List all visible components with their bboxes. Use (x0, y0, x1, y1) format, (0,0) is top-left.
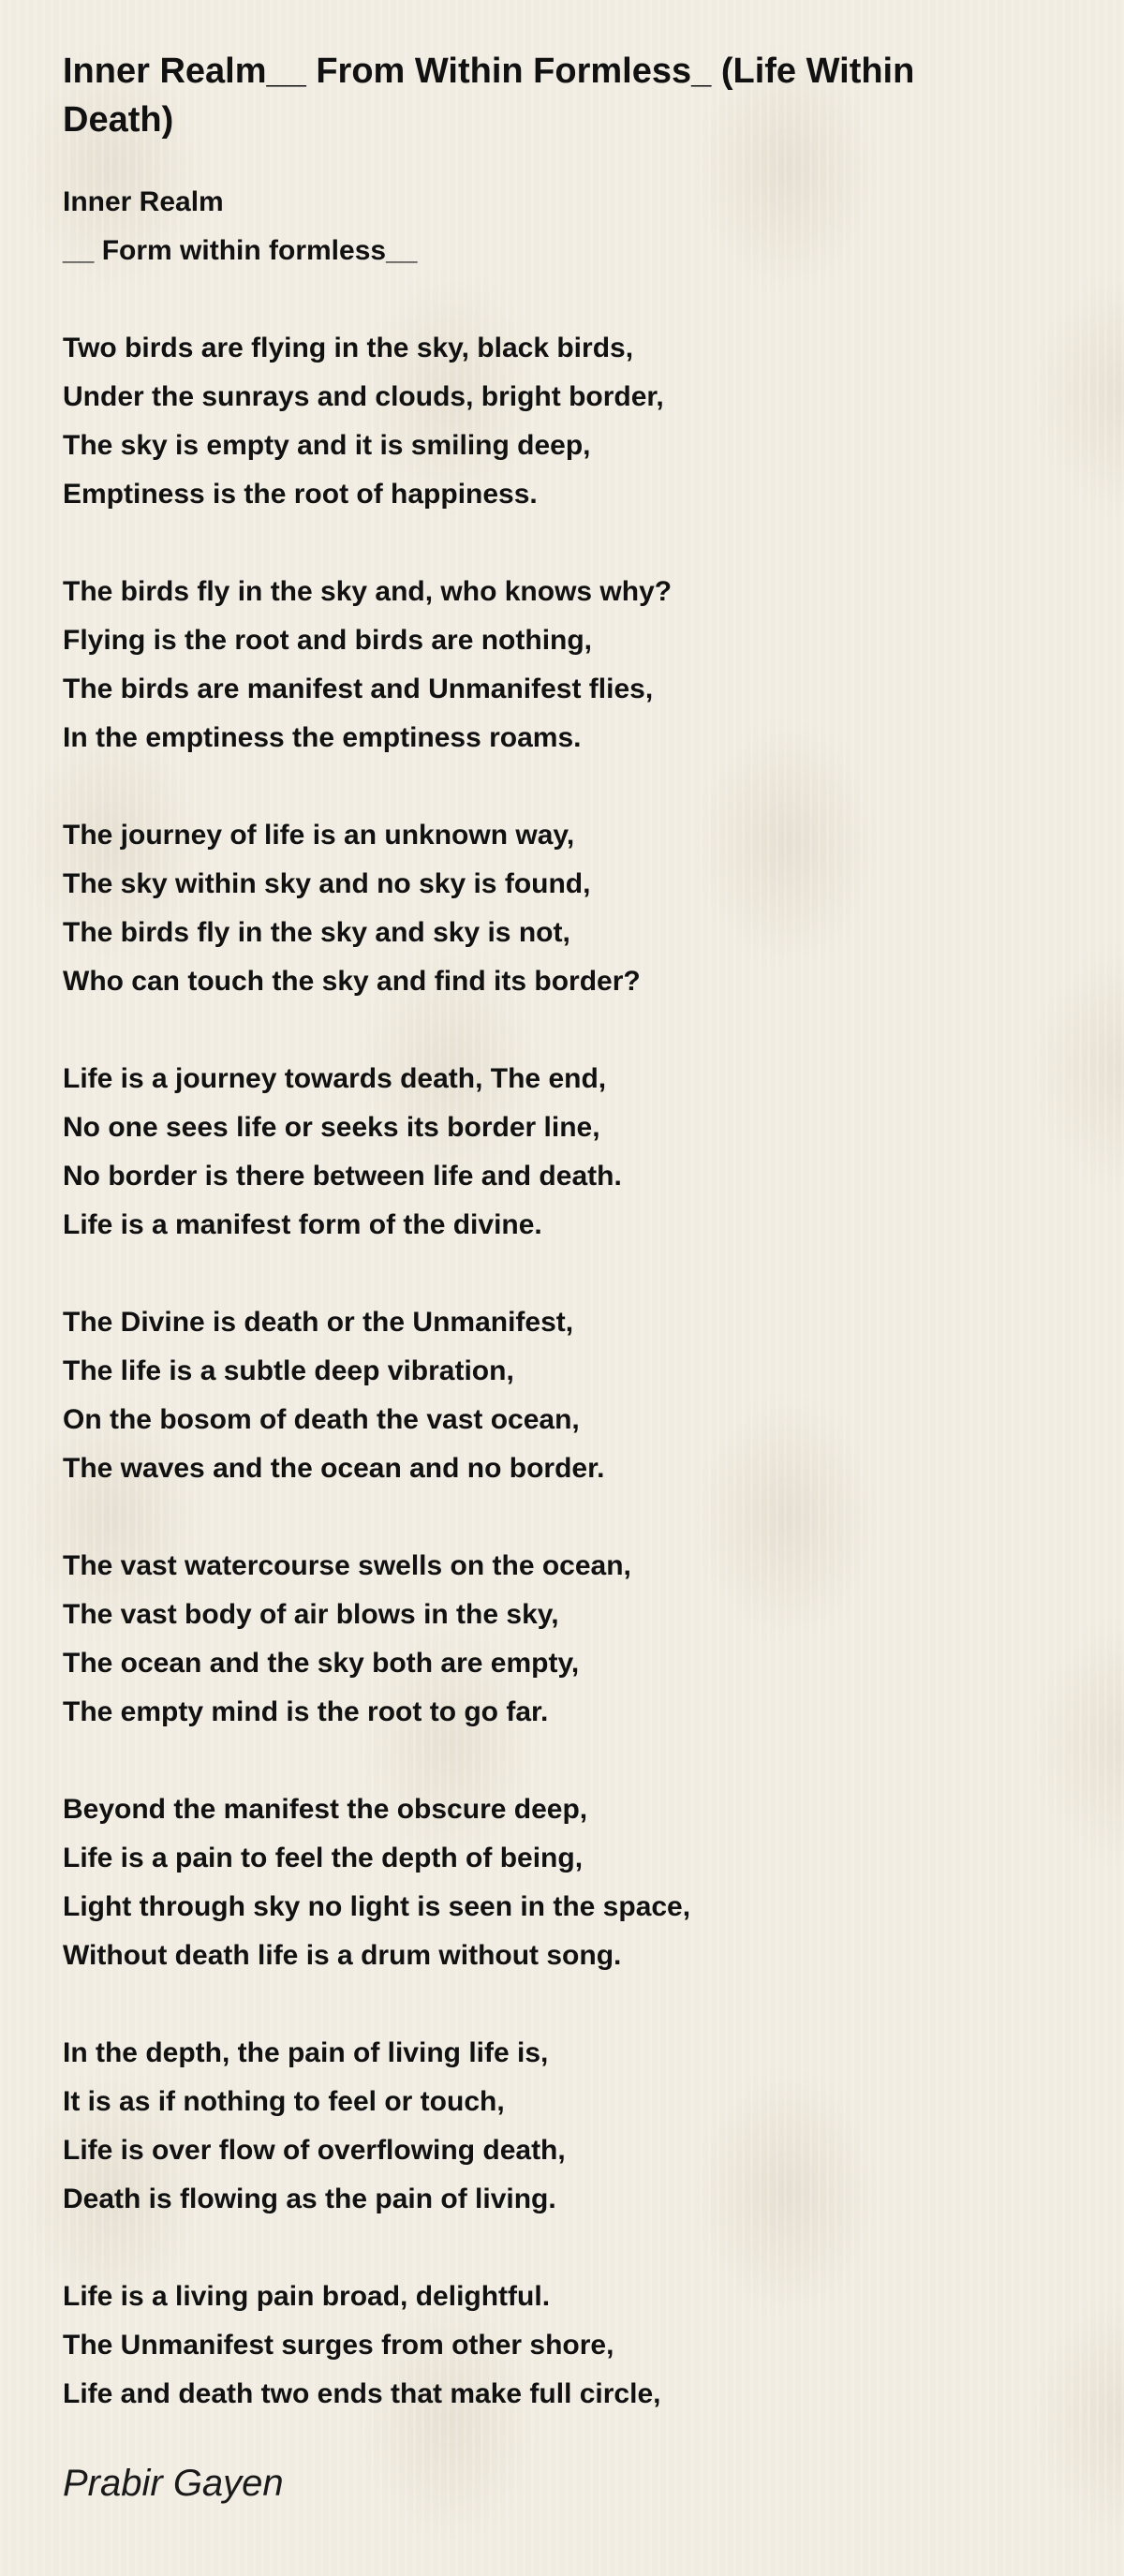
stanza (63, 2273, 1074, 2419)
stanza (63, 811, 1074, 1006)
poem-line: The sky is empty and it is smiling deep, (63, 430, 591, 461)
stanza (63, 1055, 1074, 1250)
poem-line: In the depth, the pain of living life is, (63, 2037, 549, 2068)
poem-line: __ Form within formless__ (63, 235, 418, 266)
poem-line: The birds fly in the sky and sky is not, (63, 917, 570, 948)
poem-line: The vast watercourse swells on the ocean, (63, 1550, 631, 1581)
poem-line: Life is a manifest form of the divine. (63, 1209, 542, 1240)
stanza (63, 1542, 1074, 1737)
poem-line: It is as if nothing to feel or touch, (63, 2086, 505, 2117)
poem-line: Who can touch the sky and find its border? (63, 966, 641, 997)
poem-line: The waves and the ocean and no border. (63, 1453, 605, 1484)
poem-line: Life is a living pain broad, delightful. (63, 2281, 551, 2312)
poem-line: The life is a subtle deep vibration, (63, 1355, 514, 1386)
poem-line: The empty mind is the root to go far. (63, 1696, 549, 1727)
poem-line: Beyond the manifest the obscure deep, (63, 1794, 588, 1825)
stanza (63, 1785, 1074, 1980)
poem-line: On the bosom of death the vast ocean, (63, 1404, 580, 1435)
stanza (63, 1298, 1074, 1493)
poem-author: Prabir Gayen (63, 2463, 284, 2504)
poem-line: Inner Realm (63, 186, 224, 217)
poem-line: Death is flowing as the pain of living. (63, 2184, 556, 2214)
poem-line: Emptiness is the root of happiness. (63, 479, 538, 510)
poem-line: In the emptiness the emptiness roams. (63, 722, 582, 753)
poem-line: The journey of life is an unknown way, (63, 820, 575, 851)
poem-line: The Divine is death or the Unmanifest, (63, 1307, 574, 1338)
poem-line: Light through sky no light is seen in the space, (63, 1891, 691, 1922)
stanza-heading (63, 178, 1074, 275)
poem-line: The vast body of air blows in the sky, (63, 1599, 559, 1630)
poem-title: Inner Realm__ From Within Formless_ (Life Within Death) (63, 52, 915, 140)
poem-line: Under the sunrays and clouds, bright border, (63, 381, 664, 412)
poem-line: Life is over flow of overflowing death, (63, 2135, 566, 2166)
poem-page (63, 47, 1074, 2509)
poem-line: Life is a pain to feel the depth of being, (63, 1843, 584, 1873)
poem-line: The Unmanifest surges from other shore, (63, 2330, 614, 2361)
poem-line: No border is there between life and death. (63, 1161, 622, 1192)
poem-body (63, 178, 1074, 2419)
poem-line: Two birds are flying in the sky, black birds, (63, 333, 634, 363)
poem-line: Flying is the root and birds are nothing, (63, 625, 593, 656)
poem-line: The sky within sky and no sky is found, (63, 868, 591, 899)
poem-line: Without death life is a drum without song. (63, 1940, 622, 1971)
stanza (63, 324, 1074, 519)
poem-line: The ocean and the sky both are empty, (63, 1648, 580, 1679)
poem-line: Life is a journey towards death, The end, (63, 1063, 607, 1094)
stanza (63, 568, 1074, 762)
poem-line: Life and death two ends that make full circle, (63, 2378, 661, 2409)
poem-line: The birds are manifest and Unmanifest flies, (63, 674, 654, 704)
poem-line: The birds fly in the sky and, who knows why? (63, 576, 673, 607)
poem-line: No one sees life or seeks its border line, (63, 1112, 600, 1143)
stanza (63, 2029, 1074, 2224)
